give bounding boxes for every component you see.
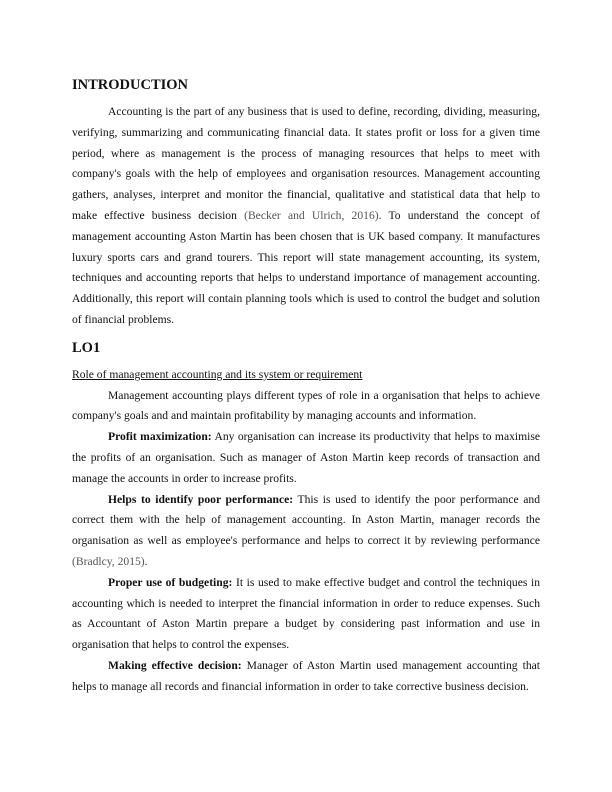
profit-maximization-paragraph xyxy=(72,427,540,489)
page-content xyxy=(72,74,540,698)
decision-term: Making effective decision: xyxy=(108,658,242,672)
profit-maximization-text: Any organisation can increase its productivity that helps to maximise the profits of an organisation. Such as manager of Aston Martin keep records of transaction and manage the accounts in order to increase profits. xyxy=(72,430,540,485)
budgeting-text: It is used to make effective budget and control the techniques in accounting which is needed to interpret the financial information in order to reduce expenses. Such as Accountant of Aston Martin prepare a budget by considering past information and use in organisation that helps to control the expenses. xyxy=(72,575,541,652)
budgeting-paragraph xyxy=(72,573,540,656)
lo1-intro-paragraph: Management accounting plays different types of role in a organisation that helps to achieve company's goals and and maintain profitability by managing accounts and information. xyxy=(72,388,540,423)
introduction-paragraph xyxy=(72,102,540,331)
decision-paragraph xyxy=(72,656,540,698)
poor-performance-paragraph xyxy=(72,490,540,573)
intro-text-b: . To understand the concept of management accounting Aston Martin has been chosen that is UK based company. It manufactures luxury sports cars and grand tourers. This report will state management accounting, its system, techniques and accounting reports that helps to understand importance of management accounting. Additionally, this report will contain planning tools which is used to control the budget and solution of financial problems. xyxy=(72,208,540,326)
intro-text-a: Accounting is the part of any business that is used to define, recording, dividing, measuring, verifying, summarizing and communicating financial data. It states profit or loss for a given time period, where as management is the process of managing resources that helps to meet with company's goals with the help of employees and organisation resources. Management accounting gathers, analyses, interpret and monitor the financial, qualitative and statistical data that help to make effective business decision xyxy=(72,105,540,222)
poor-performance-citation: (Bradlcy, 2015) xyxy=(72,554,145,568)
profit-maximization-term: Profit maximization: xyxy=(108,430,212,444)
lo1-heading: LO1 xyxy=(72,339,101,356)
poor-performance-tail: . xyxy=(144,554,148,568)
budgeting-term: Proper use of budgeting: xyxy=(108,575,233,589)
poor-performance-text: This is used to identify the poor performance and correct them with the help of management accounting. In Aston Martin, manager records the organisation as well as employee's performance and helps to correct it by reviewing performance xyxy=(72,492,540,548)
introduction-heading: INTRODUCTION xyxy=(72,77,189,93)
poor-performance-term: Helps to identify poor performance: xyxy=(108,492,294,506)
decision-text: Manager of Aston Martin used management accounting that helps to manage all records and financial information in order to take corrective business decision. xyxy=(72,658,540,693)
intro-citation: (Becker and Ulrich, 2016) xyxy=(244,208,379,222)
lo1-subheading: Role of management accounting and its system or requirement xyxy=(72,367,363,381)
